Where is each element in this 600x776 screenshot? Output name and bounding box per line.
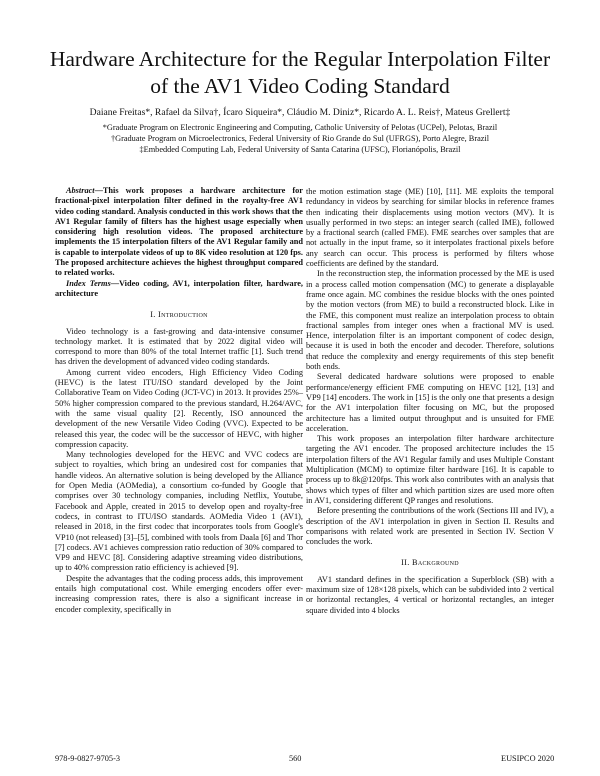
section-heading-introduction	[55, 310, 303, 320]
intro-paragraph-1: Video technology is a fast-growing and data-intensive consumer technology market. It is estimated that by 2022 digital video will correspond to more than 80% of the total Internet traffic [1]. Such trend has driven the development of advanced video coding standards.	[55, 326, 303, 367]
intro-paragraph-3: Many technologies developed for the HEVC and VVC codecs are subject to royalties, which bring an undesired cost for companies that handle videos. An alternative solution is being developed by the Alliance for Open Media (AOMedia), a consortium co-funded by Google that comprises over 30 technology companies, including Netflix, Youtube, Facebook and Apple, created in 2015 to develop open and royalty-free codecs, in contrast to ITU/ISO standards. AOMedia Video 1 (AV1), released in 2018, in the first codec that incorporates tools from Google's VP10 (not released) [3]–[5], combined with tools from Daala [6] and Thor [7] codecs. AV1 achieves compression ratio reduction of 30% compared to VP9 and HEVC [8]. Considering adaptive streaming video distributions, up to 40% compression ratio efficiency is achieved [9].	[55, 450, 303, 573]
section-title: Introduction	[158, 310, 208, 320]
intro-paragraph-5: In the reconstruction step, the information processed by the ME is used in a process called motion compensation (MC) to generate a displayable frame once again. MC combines the residue blocks with the ones pointed by the motion vectors (from ME) to build a reconstructed block. Like in the FME, this component must realize an interpolation process to obtain fractional samples from integer ones when a fractional MV is used. Hence, interpolation filter is an important component of codec design, because it is used in both the encoder and decoder. Therefore, solutions that reduce the complexity and energy requirements of this step benefit both ends.	[306, 269, 554, 372]
index-terms-label: Index Terms	[66, 278, 111, 288]
right-column	[306, 187, 554, 616]
footer-conference: EUSIPCO 2020	[501, 754, 555, 763]
affiliations	[30, 122, 570, 155]
affiliation-ucpel: *Graduate Program on Electronic Engineering and Computing, Catholic University of Pelotas (UCPel), Pelotas, Brazil	[102, 123, 498, 132]
intro-paragraph-4: Despite the advantages that the coding process adds, this improvement entails high computational cost. While emerging encoders offer ever-increasing compression rates, there is also a significant increase in encoder complexity, specifically in	[55, 573, 303, 614]
abstract-text: —This work proposes a hardware architecture for fractional-pixel interpolation filter defined in the royalty-free AV1 video coding standard. Analysis conducted in this work shows that the AV1 Regular family of filters has the highest usage especially when considering high resolution videos. The proposed architecture implements the 15 interpolation filters of the AV1 Regular family and is capable to interpolate videos of up to 8K video resolution at 120 fps. The proposed architecture achieves the highest throughput compared to related works.	[55, 186, 303, 278]
intro-paragraph-4-cont: the motion estimation stage (ME) [10], [11]. ME exploits the temporal redundancy in videos by searching for similar blocks in reference frames then indicating their displacements using motion vectors (MV). It is usually performed in two steps: an integer search (called IME), followed by a fractional search (called FME). FME searches over samples that are not actually in the input frame, so it interpolates fractional pixels before any search can occur. This process is performed by filters whose coefficients are defined by the standard.	[306, 187, 554, 269]
index-terms-text: —Video coding, AV1, interpolation filter, hardware, architecture	[55, 278, 303, 298]
author-list: Daiane Freitas*, Rafael da Silva†, Ícaro Siqueira*, Cláudio M. Diniz*, Ricardo A. L. Reis†, Mateus Grellert‡	[89, 107, 511, 118]
section-heading-background	[306, 558, 554, 568]
affiliation-ufsc: ‡Embedded Computing Lab, Federal University of Santa Catarina (UFSC), Florianópolis, Brazil	[139, 145, 461, 154]
section-numeral: II.	[401, 558, 410, 568]
background-paragraph-1: AV1 standard defines in the specification a Superblock (SB) with a maximum size of 128×128 pixels, which can be subdivided into 2 vertical or horizontal rectangles, 4 vertical or horizontal rectangles, an integer square divided into 4 blocks	[306, 574, 554, 615]
intro-paragraph-8: Before presenting the contributions of the work (Sections III and IV), a description of the AV1 interpolation in given in Section II. Results and comparisons with related work are presented in Section IV. Section V concludes the work.	[306, 506, 554, 547]
intro-paragraph-6: Several dedicated hardware solutions were proposed to enable performance/energy efficient FME computing on HEVC [12], [13] and VP9 [14] encoders. The work in [15] is the only one that presents a design for the AV1 interpolation filter focusing on MC, but the proposed architecture has a limited output throughput and is unsuited for FME acceleration.	[306, 372, 554, 433]
left-column	[55, 186, 303, 615]
index-terms	[55, 279, 303, 300]
section-numeral: I.	[150, 310, 156, 320]
intro-paragraph-7: This work proposes an interpolation filter hardware architecture targeting the AV1 encoder. The proposed architecture includes the 15 interpolation filters of the AV1 Regular family and uses Multiple Constant Multiplication (MCM) to optimize filter hardware [16]. It is capable to process up to 8k@120fps. This work also contributes with an analysis that shows which types of filter and which partition sizes are used more often in AV1, considering different QP ranges and resolutions.	[306, 434, 554, 505]
abstract	[55, 186, 303, 279]
footer-page-number: 560	[289, 754, 302, 763]
intro-paragraph-2: Among current video encoders, High Efficiency Video Coding (HEVC) is the latest ITU/ISO standard developed by the Joint Collaborative Team on Video Coding (JCT-VC) in 2013. It provides 25%–50% higher compression compared to the previous standard, H.264/AVC, with the same visual quality [2]. Recently, ISO announced the development of the new Versatile Video Coding (VVC). Expected to be released this year, the codec will be the successor of HEVC, with higher compression capacity.	[55, 367, 303, 449]
abstract-label: Abstract	[66, 186, 95, 195]
footer-isbn: 978-9-0827-9705-3	[55, 754, 120, 763]
affiliation-ufrgs: †Graduate Program on Microelectronics, Federal University of Rio Grande do Sul (UFRGS), Porto Alegre, Brazil	[110, 134, 490, 143]
section-title: Background	[412, 558, 459, 568]
paper-title: Hardware Architecture for the Regular Interpolation Filter of the AV1 Video Coding Standard	[49, 47, 551, 98]
